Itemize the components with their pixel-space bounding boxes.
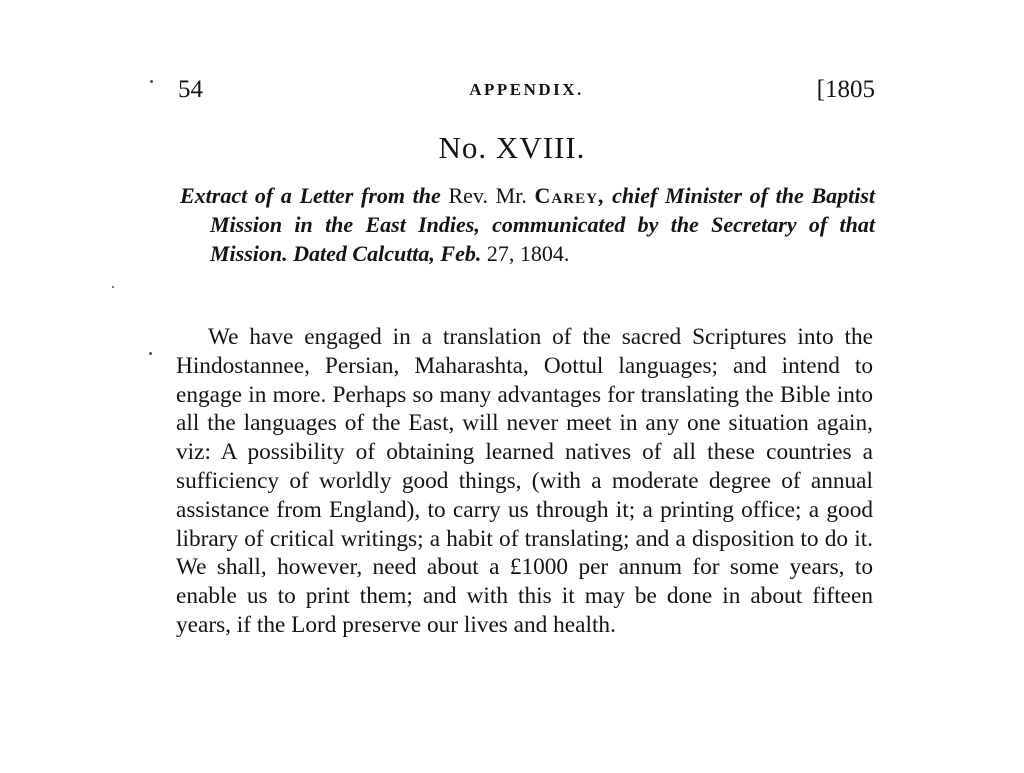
year-reference: [1805 (816, 76, 875, 103)
heading-part-2: chief Minister of the Baptist Mission in the East Indies, communicated by the Secretary of that Mission. Dated Calcutta, (210, 183, 876, 266)
page-header (178, 72, 875, 108)
letter-heading (180, 181, 875, 268)
letter-body-paragraph: We have engaged in a translation of the sacred Scriptures into the Hindostannee, Persian, Maharashta, Oottul languages; and intend to engage in more. Perhaps so many advantages for translating the Bible into all the languages of the East, will never meet in any one situation again, viz: A possibility of obtaining learned natives of all these countries a sufficiency of worldly good things, (with a moderate degree of annual assistance from England), to carry us through it; a printing office; a good library of critical writings; a habit of translating; and a disposition to do it. We shall, however, need about a £1000 per annum for some years, to enable us to print them; and with this it may be done in about fifteen years, if the Lord preserve our lives and health. (176, 324, 873, 638)
heading-month: Feb. (440, 241, 482, 266)
page-number: 54 (178, 76, 203, 103)
scan-speck (112, 286, 114, 288)
heading-author-name: Carey, (534, 183, 605, 208)
heading-part-1: Extract of a Letter from the (180, 183, 441, 208)
heading-date: 27, 1804. (486, 241, 570, 266)
running-head: APPENDIX. (469, 80, 584, 99)
scan-speck (150, 80, 153, 83)
scan-speck (149, 352, 152, 355)
heading-title: Rev. Mr. (448, 183, 527, 208)
document-number: No. XVIII. (438, 130, 586, 165)
